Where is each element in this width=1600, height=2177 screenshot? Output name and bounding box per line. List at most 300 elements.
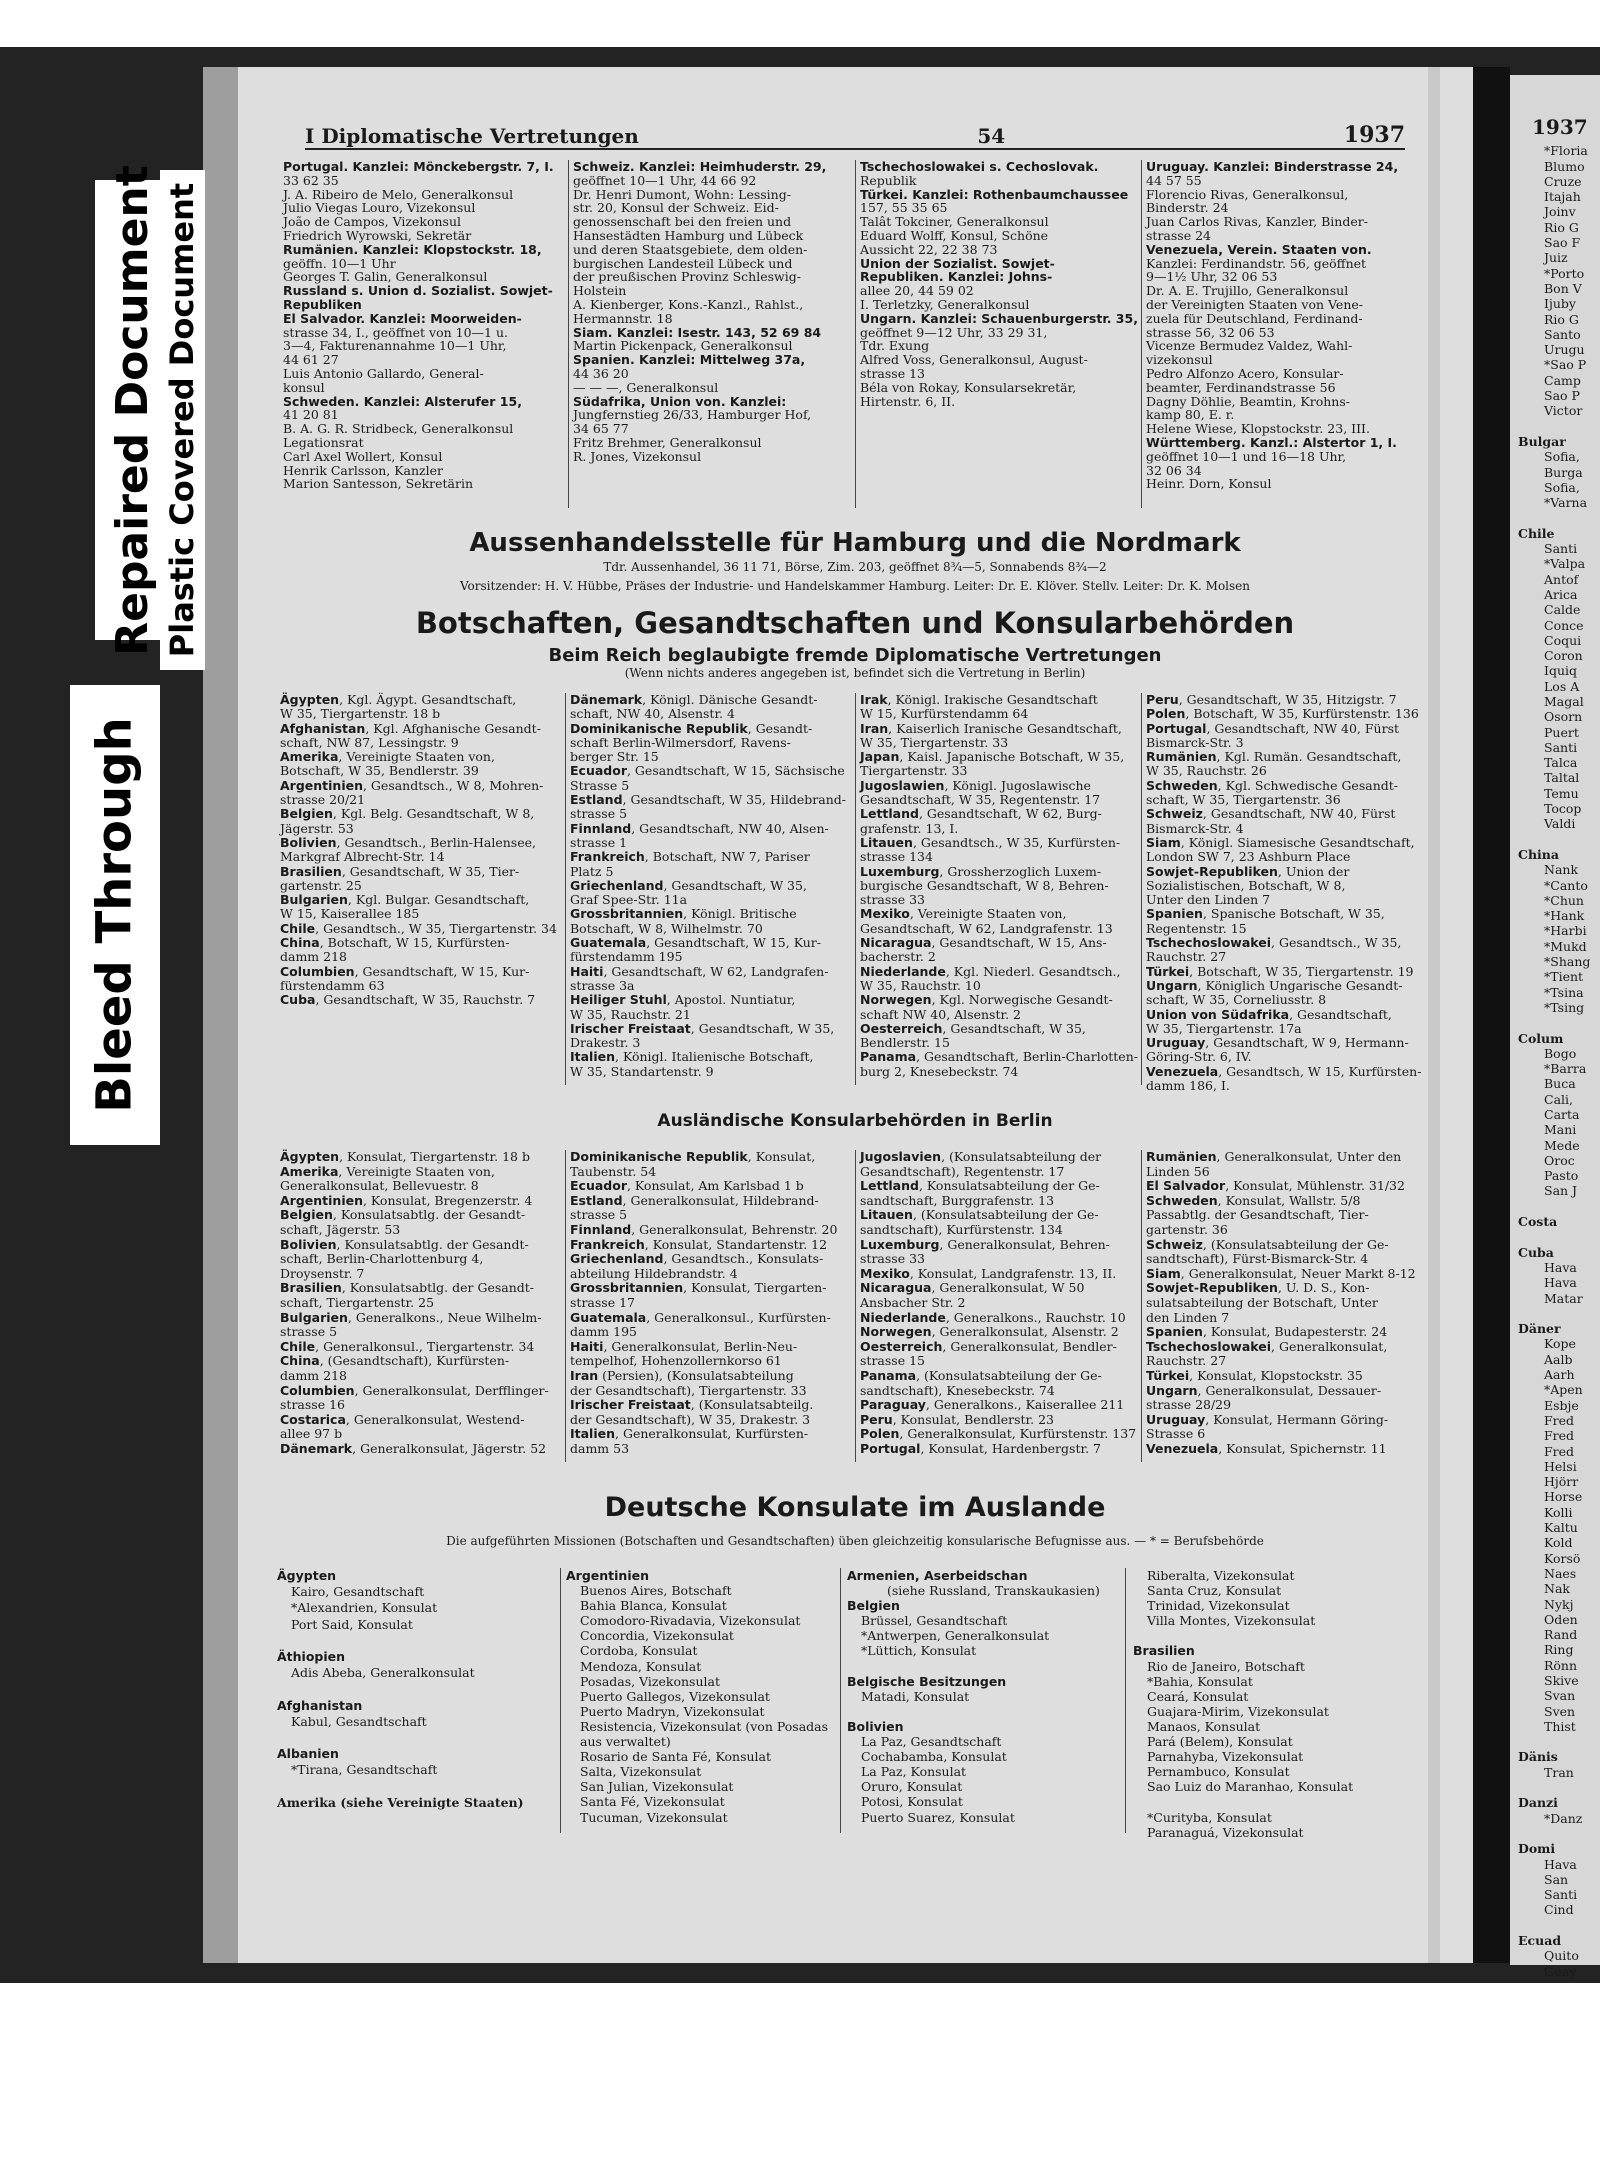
text-line: Dr. Henri Dumont, Wohn: Lessing- [573,186,791,202]
text-line: Hirtenstr. 6, II. [860,393,956,409]
column-divider [1141,693,1142,1085]
label-bleed-through-text: Bleed Through [87,717,144,1113]
adjacent-page-line: *Tsina [1544,984,1584,1000]
text-line: geöffnet 9—12 Uhr, 33 29 31, [860,324,1048,340]
text-line: Niederlande, Kgl. Niederl. Gesandtsch., [860,963,1121,979]
adjacent-page-line: Urugu [1544,342,1585,358]
text-line: Haiti, Gesandtschaft, W 62, Landgrafen- [570,963,829,979]
text-line: Cochabamba, Konsulat [861,1749,1007,1765]
adjacent-page-lines [1510,143,1600,1979]
text-line: Griechenland, Gesandtsch., Konsulats- [570,1251,824,1267]
text-line: Unter den Linden 7 [1146,892,1271,908]
text-line: Uruguay, Konsulat, Hermann Göring- [1146,1411,1389,1427]
text-line: Gesandtschaft, W 62, Landgrafenstr. 13 [860,920,1113,936]
adjacent-page-line [1510,1918,1600,1933]
text-line: schaft, NW 40, Alsenstr. 4 [570,706,735,722]
adjacent-page-line [1510,1826,1600,1841]
adjacent-page-line: Rönn [1544,1657,1578,1673]
text-line: strasse 16 [280,1397,345,1413]
adjacent-page-line: Mede [1544,1137,1580,1153]
adjacent-page-line: Skive [1544,1672,1579,1688]
book-gutter [1473,67,1510,1963]
text-line: Rumänien. Kanzlei: Klopstockstr. 18, [283,241,542,257]
consulates-column-2 [570,1150,851,1456]
text-line: Spanien, Konsulat, Budapesterstr. 24 [1146,1324,1388,1340]
text-line: Luis Antonio Gallardo, General- [283,365,484,381]
adjacent-page-line: Antof [1544,571,1579,587]
text-line: Bolivien [847,1718,904,1734]
text-line: Legationsrat [283,434,364,450]
adjacent-page-line: Buca [1544,1076,1576,1092]
text-line: schaft, W 35, Tiergartenstr. 36 [1146,792,1341,808]
text-line: Buenos Aires, Botschaft [580,1583,732,1599]
adjacent-page-line: *Sao P [1544,357,1587,373]
text-line [277,1633,557,1649]
consulates-column-4 [1146,1150,1426,1456]
adjacent-page-line: Cind [1544,1902,1574,1918]
text-line: Bahia Blanca, Konsulat [580,1598,727,1614]
header-page-number: 54 [977,124,1006,148]
text-line: schaft, Jägerstr. 53 [280,1221,401,1237]
adjacent-page-line: Naes [1544,1565,1577,1581]
text-line: London SW 7, 23 Ashburn Place [1146,849,1351,865]
text-line [277,1681,557,1697]
text-line: Iran, Kaiserlich Iranische Gesandtschaft, [860,720,1122,736]
adjacent-page-line: Cuba [1518,1244,1554,1260]
adjacent-page-line: Guay [1544,1963,1577,1979]
german-consulates-column-4 [1133,1568,1418,1840]
text-line: Botschaft, W 8, Wilhelmstr. 70 [570,920,763,936]
text-line [847,1659,1117,1674]
text-line: genossenschaft bei den freien und [573,214,792,230]
adjacent-page-line: Ring [1544,1642,1574,1658]
text-line: der Gesandtschaft), Tiergartenstr. 33 [570,1382,807,1398]
adjacent-page-line: Sao P [1544,388,1580,404]
text-line: Bolivien, Gesandtsch., Berlin-Halensee, [280,834,536,850]
adjacent-page-line: Joinv [1544,204,1576,220]
adjacent-page-line [1510,419,1600,434]
text-line: Florencio Rivas, Generalkonsul, [1146,186,1349,202]
text-line: W 35, Rauchstr. 26 [1146,763,1267,779]
adjacent-page-line: Coqui [1544,632,1582,648]
botschaften-subtitle: Beim Reich beglaubigte fremde Diplomatische Vertretungen [548,645,1162,666]
text-line: (siehe Russland, Transkaukasien) [887,1583,1100,1599]
adjacent-page-line: Helsi [1544,1458,1577,1474]
text-line: Kairo, Gesandtschaft [291,1584,425,1600]
text-line: konsul [283,379,325,395]
text-line: Julio Viegas Louro, Vizekonsul [283,200,476,216]
adjacent-page-line [1510,1306,1600,1321]
text-line: Ecuador, Gesandtschaft, W 15, Sächsische [570,763,845,779]
text-line: der Vereinigten Staaten von Vene- [1146,296,1363,312]
adjacent-page-line: Cali, [1544,1091,1573,1107]
german-consulates-note: Die aufgeführten Missionen (Botschaften und Gesandtschaften) üben gleichzeitig konsularische Befugnisse aus. — * = Berufsbehörde [446,1534,1264,1548]
text-line: Finnland, Gesandtschaft, NW 40, Alsen- [570,820,829,836]
text-line: Luxemburg, Grossherzoglich Luxem- [860,863,1102,879]
text-line: Irischer Freistaat, (Konsulatsabteilg. [570,1397,814,1413]
text-line: 41 20 81 [283,407,339,423]
text-line: Mexiko, Konsulat, Landgrafenstr. 13, II. [860,1265,1117,1281]
text-line: Kabul, Gesandtschaft [291,1713,427,1729]
text-line: Paranaguá, Vizekonsulat [1147,1824,1304,1840]
text-line: 157, 55 35 65 [860,200,948,216]
text-line: Dominikanische Republik, Konsulat, [570,1149,816,1164]
text-line: Tschechoslowakei, Generalkonsulat, [1146,1338,1388,1354]
adjacent-page-line: Tocop [1544,801,1582,817]
adjacent-page-line: Puert [1544,724,1579,740]
adjacent-page-line: Calde [1544,602,1581,618]
text-line: Bulgarien, Generalkons., Neue Wilhelm- [280,1309,542,1325]
german-consulates-column-2 [566,1568,836,1825]
adjacent-page-line: Esbje [1544,1397,1579,1413]
text-line: 33 62 35 [283,172,339,188]
text-line: abteilung Hildebrandstr. 4 [570,1265,738,1281]
text-line: Venezuela, Konsulat, Spichernstr. 11 [1146,1440,1387,1456]
text-line: 44 57 55 [1146,172,1202,188]
adjacent-page-line: *Hank [1544,908,1585,924]
german-consulates-column-1 [277,1568,557,1811]
text-line: Südafrika, Union von. Kanzlei: [573,393,787,409]
text-line: Württemberg. Kanzl.: Alstertor 1, I. [1146,434,1397,450]
text-line: Matadi, Konsulat [861,1688,970,1704]
adjacent-page-line: Juiz [1544,250,1568,266]
adjacent-page-line: Nak [1544,1581,1570,1597]
text-line: schaft Berlin-Wilmersdorf, Ravens- [570,734,791,750]
text-line: 32 06 34 [1146,462,1202,478]
text-line: *Bahia, Konsulat [1147,1673,1253,1689]
adjacent-page-line: Osorn [1544,709,1583,725]
adjacent-page-line: Santi [1544,739,1578,755]
text-line: Norwegen, Kgl. Norwegische Gesandt- [860,992,1113,1008]
adjacent-page-line: Coron [1544,648,1583,664]
adjacent-page-line: Quito [1544,1948,1579,1964]
text-line: Schweiz, Gesandtschaft, NW 40, Fürst [1146,806,1396,822]
text-line: Graf Spee-Str. 11a [570,892,688,908]
text-line: El Salvador, Konsulat, Mühlenstr. 31/32 [1146,1178,1405,1194]
hamburg-column-2 [573,160,850,464]
text-line: Äthiopien [277,1649,346,1665]
text-line: Strasse 5 [570,777,630,793]
adjacent-page-line: Carta [1544,1107,1580,1122]
adjacent-page-line: *Tsing [1544,999,1585,1015]
text-line: Resistencia, Vizekonsulat (von Posadas [580,1718,829,1734]
adjacent-page-line: Hava [1544,1856,1577,1872]
text-line: Polen, Generalkonsulat, Kurfürstenstr. 137 [860,1426,1137,1442]
text-line: Mendoza, Konsulat [580,1658,702,1674]
adjacent-page-line: Matar [1544,1290,1583,1306]
column-divider [1125,1568,1126,1833]
text-line: sandtschaft), Kurfürstenstr. 134 [860,1221,1063,1237]
embassies-column-2 [570,693,851,1079]
adjacent-page-line: Sven [1544,1703,1576,1719]
adjacent-page-line: Aalb [1544,1351,1573,1367]
adjacent-page-line: Itajah [1544,189,1581,205]
text-line: Japan, Kaisl. Japanische Botschaft, W 35, [860,749,1125,765]
adjacent-page-line: *Porto [1544,265,1585,281]
text-line: strasse 56, 32 06 53 [1146,324,1275,340]
text-line: Santa Cruz, Konsulat [1147,1583,1282,1599]
text-line: Chile, Gesandtsch., W 35, Tiergartenstr. 34 [280,920,557,936]
text-line: aus verwaltet) [580,1734,671,1750]
text-line: sandtschaft), Knesebeckstr. 74 [860,1382,1055,1398]
text-line: El Salvador. Kanzlei: Moorweiden- [283,310,522,326]
consulates-column-3 [860,1150,1141,1456]
text-line: Niederlande, Generalkons., Rauchstr. 10 [860,1309,1126,1325]
text-line: R. Jones, Vizekonsul [573,448,702,464]
text-line: fürstendamm 195 [570,949,683,965]
column-divider [855,1150,856,1462]
adjacent-page-line: *Barra [1544,1061,1587,1077]
text-line: Ungarn, Königlich Ungarische Gesandt- [1146,977,1403,993]
text-line: strasse 1 [570,834,628,850]
text-line: Botschaft, W 35, Bendlerstr. 39 [280,763,479,779]
text-line: Schweden, Konsulat, Wallstr. 5/8 [1146,1192,1361,1208]
page-edge-left [203,67,238,1963]
adjacent-page-line: Taltal [1544,770,1580,786]
adjacent-page-line: Sao F [1544,235,1581,251]
text-line: Polen, Botschaft, W 35, Kurfürstenstr. 136 [1146,706,1419,722]
text-line: Concordia, Vizekonsulat [580,1628,734,1644]
adjacent-page-line: Kope [1544,1336,1576,1352]
adjacent-page-line: Mani [1544,1122,1577,1138]
text-line [277,1779,557,1795]
text-line: João de Campos, Vizekonsul [283,214,462,230]
text-line: Bulgarien, Kgl. Bulgar. Gesandtschaft, [280,892,530,908]
text-line: Brasilien [1133,1643,1195,1659]
embassies-column-1 [280,693,561,1008]
adjacent-page-line: Ijuby [1544,296,1576,312]
adjacent-page-line: Colum [1518,1030,1564,1046]
text-line: Russland s. Union d. Sozialist. Sowjet- [283,283,553,299]
adjacent-page-line: Danzi [1518,1795,1558,1811]
adjacent-page-line: Rand [1544,1627,1578,1643]
text-line: sandtschaft), Fürst-Bismarck-Str. 4 [1146,1251,1369,1267]
text-line: *Antwerpen, Generalkonsulat [861,1628,1050,1644]
text-line [277,1730,557,1746]
text-line: Cordoba, Konsulat [580,1643,698,1659]
adjacent-page-line: Talca [1544,755,1578,771]
text-line: burgischen Landesteil Lübeck und [573,255,793,271]
text-line: I. Terletzky, Generalkonsul [860,296,1030,312]
adjacent-page-line: Oroc [1544,1152,1575,1168]
adjacent-page-line: Santi [1544,1887,1578,1903]
text-line: Estland, Generalkonsulat, Hildebrand- [570,1192,819,1208]
text-line: W 35, Rauchstr. 10 [860,977,981,993]
text-line: Spanien. Kanzlei: Mittelweg 37a, [573,352,806,368]
adjacent-page-line: San [1544,1871,1569,1887]
text-line: China, (Gesandtschaft), Kurfürsten- [280,1353,510,1369]
text-line: geöffnet 10—1 und 16—18 Uhr, [1146,448,1347,464]
text-line: Platz 5 [570,863,614,879]
text-line: Argentinien, Gesandtsch., W 8, Mohren- [280,777,544,793]
text-line: — — —, Generalkonsul [573,379,719,395]
text-line: zuela für Deutschland, Ferdinand- [1146,310,1363,326]
column-divider [560,1568,561,1833]
text-line: 34 65 77 [573,421,629,437]
text-line: Dänemark, Königl. Dänische Gesandt- [570,692,818,707]
text-line: strasse 134 [860,849,933,865]
text-line: Manaos, Konsulat [1147,1718,1261,1734]
adjacent-page-line: *Tient [1544,969,1584,985]
adjacent-page-line: Bon V [1544,280,1582,296]
text-line: San Julian, Vizekonsulat [580,1779,734,1795]
text-line: Gesandtschaft), Regentenstr. 17 [860,1163,1065,1179]
text-line: allee 20, 44 59 02 [860,283,974,299]
text-line: geöffnet 10—1 Uhr, 44 66 92 [573,172,757,188]
text-line: Trinidad, Vizekonsulat [1147,1598,1290,1614]
adjacent-page-line: Rio G [1544,219,1579,235]
text-line: W 35, Tiergartenstr. 18 b [280,706,441,722]
adjacent-page-line: Los A [1544,678,1580,694]
text-line: burgische Gesandtschaft, W 8, Behren- [860,877,1109,893]
text-line: Columbien, Generalkonsulat, Derfflinger- [280,1382,549,1398]
text-line: gartenstr. 25 [280,877,362,893]
text-line: damm 218 [280,949,347,965]
text-line [847,1704,1117,1719]
text-line: fürstendamm 63 [280,977,385,993]
adjacent-page-line: Valdi [1544,816,1576,832]
text-line: Brasilien, Konsulatsabtlg. der Gesandt- [280,1280,535,1296]
text-line: Ceará, Konsulat [1147,1688,1249,1704]
adjacent-page-line: Kaltu [1544,1520,1578,1536]
text-line: Santa Fé, Vizekonsulat [580,1794,725,1810]
text-line: W 35, Rauchstr. 21 [570,1006,691,1022]
text-line: Tiergartenstr. 33 [860,763,968,779]
text-line: Litauen, (Konsulatsabteilung der Ge- [860,1207,1099,1223]
text-line: Brasilien, Gesandtschaft, W 35, Tier- [280,863,520,879]
text-line: 3—4, Fakturenannahme 10—1 Uhr, [283,338,507,354]
text-line: Litauen, Gesandtsch., W 35, Kurfürsten- [860,834,1121,850]
page-edge-right [1428,67,1440,1963]
text-line: Costarica, Generalkonsulat, Westend- [280,1411,525,1427]
text-line: strasse 34, I., geöffnet von 10—1 u. [283,324,508,340]
text-line: Portugal, Gesandtschaft, NW 40, Fürst [1146,720,1400,736]
adjacent-page-line: Sofia, [1544,449,1580,465]
text-line: Union von Südafrika, Gesandtschaft, [1146,1006,1392,1022]
text-line: schaft, Tiergartenstr. 25 [280,1294,435,1310]
text-line: Norwegen, Generalkonsulat, Alsenstr. 2 [860,1324,1119,1340]
text-line: Rauchstr. 27 [1146,1353,1227,1369]
text-line: Linden 56 [1146,1163,1210,1179]
text-line: Helene Wiese, Klopstockstr. 23, III. [1146,421,1370,437]
text-line: *Alexandrien, Konsulat [291,1600,438,1616]
text-line: Türkei, Konsulat, Klopstockstr. 35 [1146,1367,1363,1383]
text-line: Panama, Gesandtschaft, Berlin-Charlotten- [860,1049,1138,1065]
adjacent-page-line: Burga [1544,464,1583,480]
text-line: Vicenze Bermudez Valdez, Wahl- [1146,338,1353,354]
text-line: Portugal. Kanzlei: Mönckebergstr. 7, I. [283,159,554,174]
adjacent-page-line: Dänis [1518,1749,1558,1765]
text-line: Ungarn. Kanzlei: Schauenburgerstr. 35, [860,310,1138,326]
text-line: Béla von Rokay, Konsularsekretär, [860,379,1077,395]
text-line: Frankreich, Konsulat, Standartenstr. 12 [570,1236,828,1252]
text-line: Kanzlei: Ferdinandstr. 56, geöffnet [1146,255,1367,271]
text-line: Peru, Konsulat, Bendlerstr. 23 [860,1411,1055,1427]
adjacent-page-line [1510,1780,1600,1795]
text-line: Jungfernstieg 26/33, Hamburger Hof, [573,407,812,423]
text-line: Villa Montes, Vizekonsulat [1147,1613,1316,1629]
text-line: Tschechoslowakei, Gesandtsch., W 35, [1146,935,1402,951]
adjacent-page-line: Horse [1544,1489,1583,1505]
text-line: Lettland, Gesandtschaft, W 62, Burg- [860,806,1102,822]
text-line: Rumänien, Generalkonsulat, Unter den [1146,1149,1402,1164]
german-consulates-title: Deutsche Konsulate im Auslande [604,1492,1106,1523]
text-line: Irischer Freistaat, Gesandtschaft, W 35, [570,1020,835,1036]
text-line: Republiken [283,296,362,312]
text-line: Sowjet-Republiken, U. D. S., Kon- [1146,1280,1370,1296]
embassies-column-4 [1146,693,1426,1093]
text-line: Juan Carlos Rivas, Kanzler, Binder- [1146,214,1368,230]
text-line: A. Kienberger, Kons.-Kanzl., Rahlst., [573,296,804,312]
text-line: Amerika (siehe Vereinigte Staaten) [277,1794,524,1810]
text-line: Jägerstr. 53 [280,820,354,836]
text-line: tempelhof, Hohenzollernkorso 61 [570,1353,782,1369]
adjacent-page-line [1510,1015,1600,1030]
text-line: kamp 80, E. r. [1146,407,1235,423]
hamburg-column-4 [1146,160,1426,491]
text-line: Chile, Generalkonsul., Tiergartenstr. 34 [280,1338,535,1354]
text-line: Alfred Voss, Generalkonsul, August- [860,352,1088,368]
text-line: Argentinien, Konsulat, Bregenzerstr. 4 [280,1192,533,1208]
adjacent-page-line: *Mukd [1544,938,1587,954]
column-divider [1141,160,1142,508]
text-line: damm 53 [570,1440,630,1456]
adjacent-page-line: *Apen [1544,1382,1583,1398]
text-line: B. A. G. R. Stridbeck, Generalkonsul [283,421,514,437]
text-line: schaft, Berlin-Charlottenburg 4, [280,1251,484,1267]
label-repaired-document [95,164,170,656]
adjacent-page-line: *Chun [1544,892,1584,908]
adjacent-page-line: Blumo [1544,158,1585,174]
text-line: Markgraf Albrecht-Str. 14 [280,849,445,865]
text-line: Drakestr. 3 [570,1035,641,1051]
text-line: 9—1½ Uhr, 32 06 53 [1146,269,1278,285]
adjacent-page-line: *Canto [1544,877,1588,893]
text-line: Droysenstr. 7 [280,1265,365,1281]
text-line: schaft NW 40, Alsenstr. 2 [860,1006,1021,1022]
text-line: Uruguay. Kanzlei: Binderstrasse 24, [1146,159,1399,174]
adjacent-page-line: Temu [1544,785,1579,801]
adjacent-page-line: Bogo [1544,1045,1577,1061]
text-line: Posadas, Vizekonsulat [580,1673,720,1689]
text-line: Jugoslavien, (Konsulatsabteilung der [860,1149,1102,1164]
text-line: Grossbritannien, Konsulat, Tiergarten- [570,1280,827,1296]
adjacent-page-line: Arica [1544,586,1578,602]
text-line: La Paz, Konsulat [861,1764,967,1780]
text-line: strasse 28/29 [1146,1397,1232,1413]
text-line: Tdr. Exung [860,338,930,354]
label-plastic-covered [160,170,205,670]
text-line: Nicaragua, Generalkonsulat, W 50 [860,1280,1085,1296]
adjacent-page-line: Domi [1518,1841,1556,1857]
text-line: strasse 33 [860,1251,925,1267]
text-line: Oruro, Konsulat [861,1779,963,1795]
botschaften-note: (Wenn nichts anderes angegeben ist, befindet sich die Vertretung in Berlin) [624,666,1086,680]
text-line: Uruguay, Gesandtschaft, W 9, Hermann- [1146,1035,1409,1051]
text-line: Adis Abeba, Generalkonsulat [291,1665,475,1681]
text-line: Pará (Belem), Konsulat [1147,1734,1293,1750]
adjacent-page-line [1510,1734,1600,1749]
adjacent-page-line: Conce [1544,617,1584,633]
text-line: strasse 5 [570,1207,628,1223]
text-line: Frankreich, Botschaft, NW 7, Pariser [570,849,810,865]
text-line: Jugoslawien, Königl. Jugoslawische [860,777,1091,793]
adjacent-page-line: Bulgar [1518,433,1566,449]
adjacent-page-line: Hava [1544,1259,1577,1275]
text-line: China, Botschaft, W 15, Kurfürsten- [280,935,510,951]
text-line: Georges T. Galin, Generalkonsul [283,269,488,285]
text-line: Grossbritannien, Königl. Britische [570,906,797,922]
